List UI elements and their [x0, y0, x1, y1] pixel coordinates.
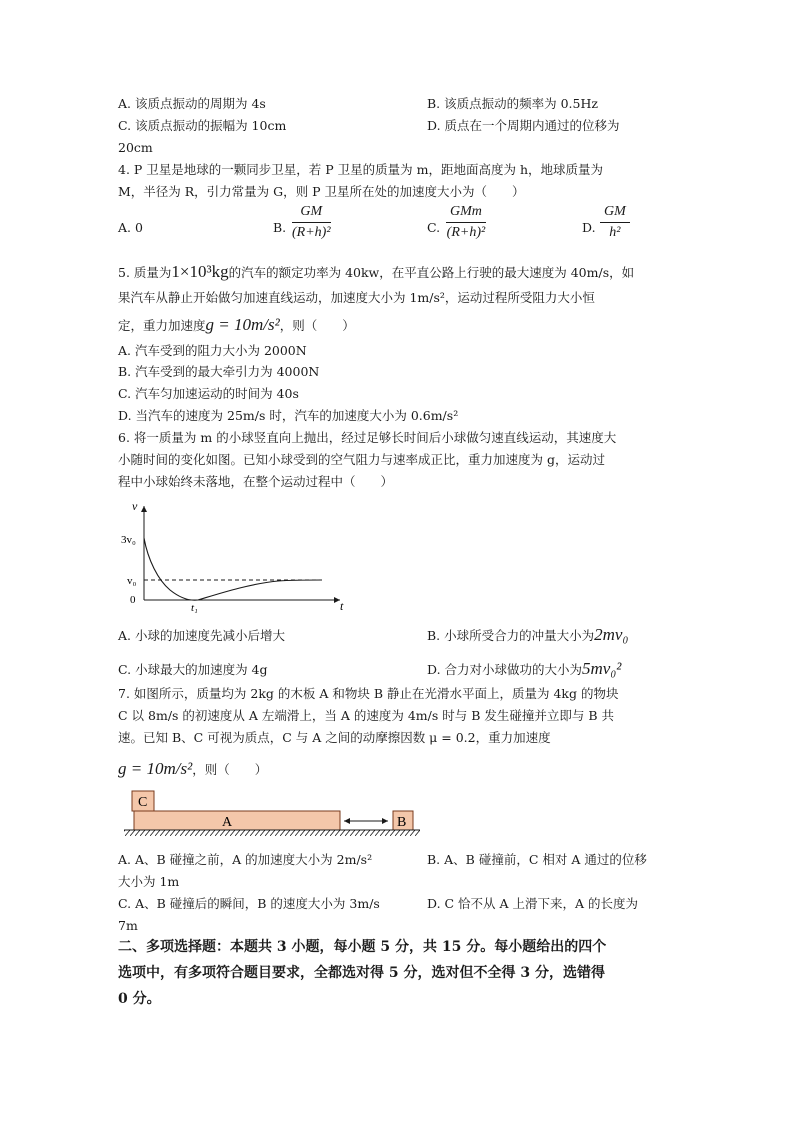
q5-option-d: D. 当汽车的速度为 25m/s 时，汽车的加速度大小为 0.6m/s² — [118, 408, 459, 423]
q7-option-b: B. A、B 碰撞前，C 相对 A 通过的位移 — [427, 852, 647, 867]
q7-option-c: C. A、B 碰撞后的瞬间，B 的速度大小为 3m/s — [118, 896, 380, 911]
q5-line1-pre: 5. 质量为 — [118, 265, 172, 280]
q6-option-d-pre: D. 合力对小球做功的大小为 — [427, 662, 583, 677]
q6-velocity-time-graph — [118, 498, 358, 616]
q4-option-d-numerator: GM — [604, 204, 626, 219]
q5-line1-post: 的汽车的额定功率为 40kw，在平直公路上行驶的最大速度为 40m/s，如 — [228, 265, 635, 280]
q3-option-b: B. 该质点振动的频率为 0.5Hz — [427, 96, 598, 111]
section2-heading-line1: 二、多项选择题：本题共 3 小题，每小题 5 分，共 15 分。每小题给出的四个 — [118, 939, 607, 955]
q6-option-b-formula: 2mv₀ — [594, 625, 629, 644]
q4-option-c-numerator: GMm — [450, 204, 482, 219]
q4-option-d-denominator: h² — [609, 225, 621, 240]
q7-text-line3: 速。已知 B、C 可视为质点，C 与 A 之间的动摩擦因数 μ = 0.2，重力加速度 — [118, 730, 551, 745]
q4-option-b-fraction — [292, 204, 331, 241]
q4-option-c-fraction — [446, 204, 486, 241]
q7-text-line1: 7. 如图所示，质量均为 2kg 的木板 A 和物块 B 静止在光滑水平面上，质量为 4kg 的物块 — [118, 686, 619, 701]
q6-option-b — [427, 624, 628, 647]
q4-option-b-label: B. — [273, 220, 287, 235]
q7-option-d-cont: 7m — [118, 918, 138, 933]
q5-option-c: C. 汽车匀加速运动的时间为 40s — [118, 386, 299, 401]
q5-text-line1 — [118, 262, 634, 283]
q4-text-line2: M，半径为 R，引力常量为 G，则 P 卫星所在处的加速度大小为（ ） — [118, 184, 525, 199]
q7-line4-post: ，则（ ） — [192, 762, 268, 777]
board-a — [134, 811, 340, 830]
q7-option-a: A. A、B 碰撞之前，A 的加速度大小为 2m/s² — [118, 852, 373, 867]
q4-option-b-denominator: (R+h)² — [292, 225, 331, 240]
block-b-label: B — [397, 815, 407, 830]
q6-text-line3: 程中小球始终未落地，在整个运动过程中（ ） — [118, 474, 394, 489]
q3-option-a: A. 该质点振动的周期为 4s — [118, 96, 266, 111]
q6-option-c: C. 小球最大的加速度为 4g — [118, 662, 268, 677]
q7-option-d: D. C 恰不从 A 上滑下来，A 的长度为 — [427, 896, 639, 911]
q5-option-a: A. 汽车受到的阻力大小为 2000N — [118, 343, 307, 358]
q5-text-line3 — [118, 314, 355, 337]
q4-option-c-label: C. — [427, 220, 441, 235]
q5-line3-post: ，则（ ） — [279, 318, 355, 333]
q5-option-b: B. 汽车受到的最大牵引力为 4000N — [118, 364, 320, 379]
q5-text-line2: 果汽车从静止开始做匀加速直线运动，加速度大小为 1m/s²，运动过程所受阻力大小恒 — [118, 290, 595, 305]
q5-gravity-formula: g = 10m/s² — [205, 315, 280, 334]
q4-text-line1: 4. P 卫星是地球的一颗同步卫星，若 P 卫星的质量为 m，距地面高度为 h，地球质量为 — [118, 162, 603, 177]
q3-option-d-cont: 20cm — [118, 140, 153, 155]
section2-heading-line3: 0 分。 — [118, 991, 161, 1007]
q7-blocks-figure — [120, 788, 430, 840]
q4-option-d-fraction — [600, 204, 630, 241]
board-a-label: A — [222, 815, 233, 830]
q6-option-a: A. 小球的加速度先减小后增大 — [118, 628, 285, 643]
q6-text-line2: 小随时间的变化如图。已知小球受到的空气阻力与速率成正比，重力加速度为 g，运动过 — [118, 452, 605, 467]
q6-option-b-pre: B. 小球所受合力的冲量大小为 — [427, 628, 595, 643]
q6-option-d — [427, 658, 621, 681]
q4-option-b-numerator: GM — [300, 204, 323, 219]
q6-option-d-formula: 5mv₀² — [582, 659, 622, 678]
tick-3v0: 3v₀ — [121, 534, 136, 546]
q7-text-line2: C 以 8m/s 的初速度从 A 左端滑上，当 A 的速度为 4m/s 时与 B 发生碰撞并立即与 B 共 — [118, 708, 615, 723]
block-c-label: C — [138, 795, 148, 810]
q5-mass-formula: 1×10³kg — [171, 262, 229, 281]
x-axis-label: t — [340, 599, 344, 613]
q5-line3-pre: 定，重力加速度 — [118, 318, 206, 333]
q4-option-c-denominator: (R+h)² — [446, 225, 486, 240]
q3-option-c: C. 该质点振动的振幅为 10cm — [118, 118, 287, 133]
section2-heading-line2: 选项中，有多项符合题目要求，全都选对得 5 分，选对但不全得 3 分，选错得 — [118, 965, 605, 981]
q6-text-line1: 6. 将一质量为 m 的小球竖直向上抛出，经过足够长时间后小球做匀速直线运动，其速度大 — [118, 430, 617, 445]
q4-option-d-label: D. — [582, 220, 596, 235]
velocity-curve — [144, 538, 322, 600]
tick-t1: t₁ — [191, 602, 198, 614]
tick-origin: 0 — [130, 594, 136, 606]
q3-option-d: D. 质点在一个周期内通过的位移为 — [427, 118, 620, 133]
q7-text-line4 — [118, 758, 267, 781]
ground-hatching — [124, 830, 420, 836]
y-axis-label: v — [132, 499, 138, 513]
q7-option-b-cont: 大小为 1m — [118, 874, 180, 889]
tick-v0: v₀ — [127, 575, 137, 587]
q7-gravity-formula: g = 10m/s² — [118, 759, 193, 778]
q4-option-a: A. 0 — [118, 220, 143, 235]
